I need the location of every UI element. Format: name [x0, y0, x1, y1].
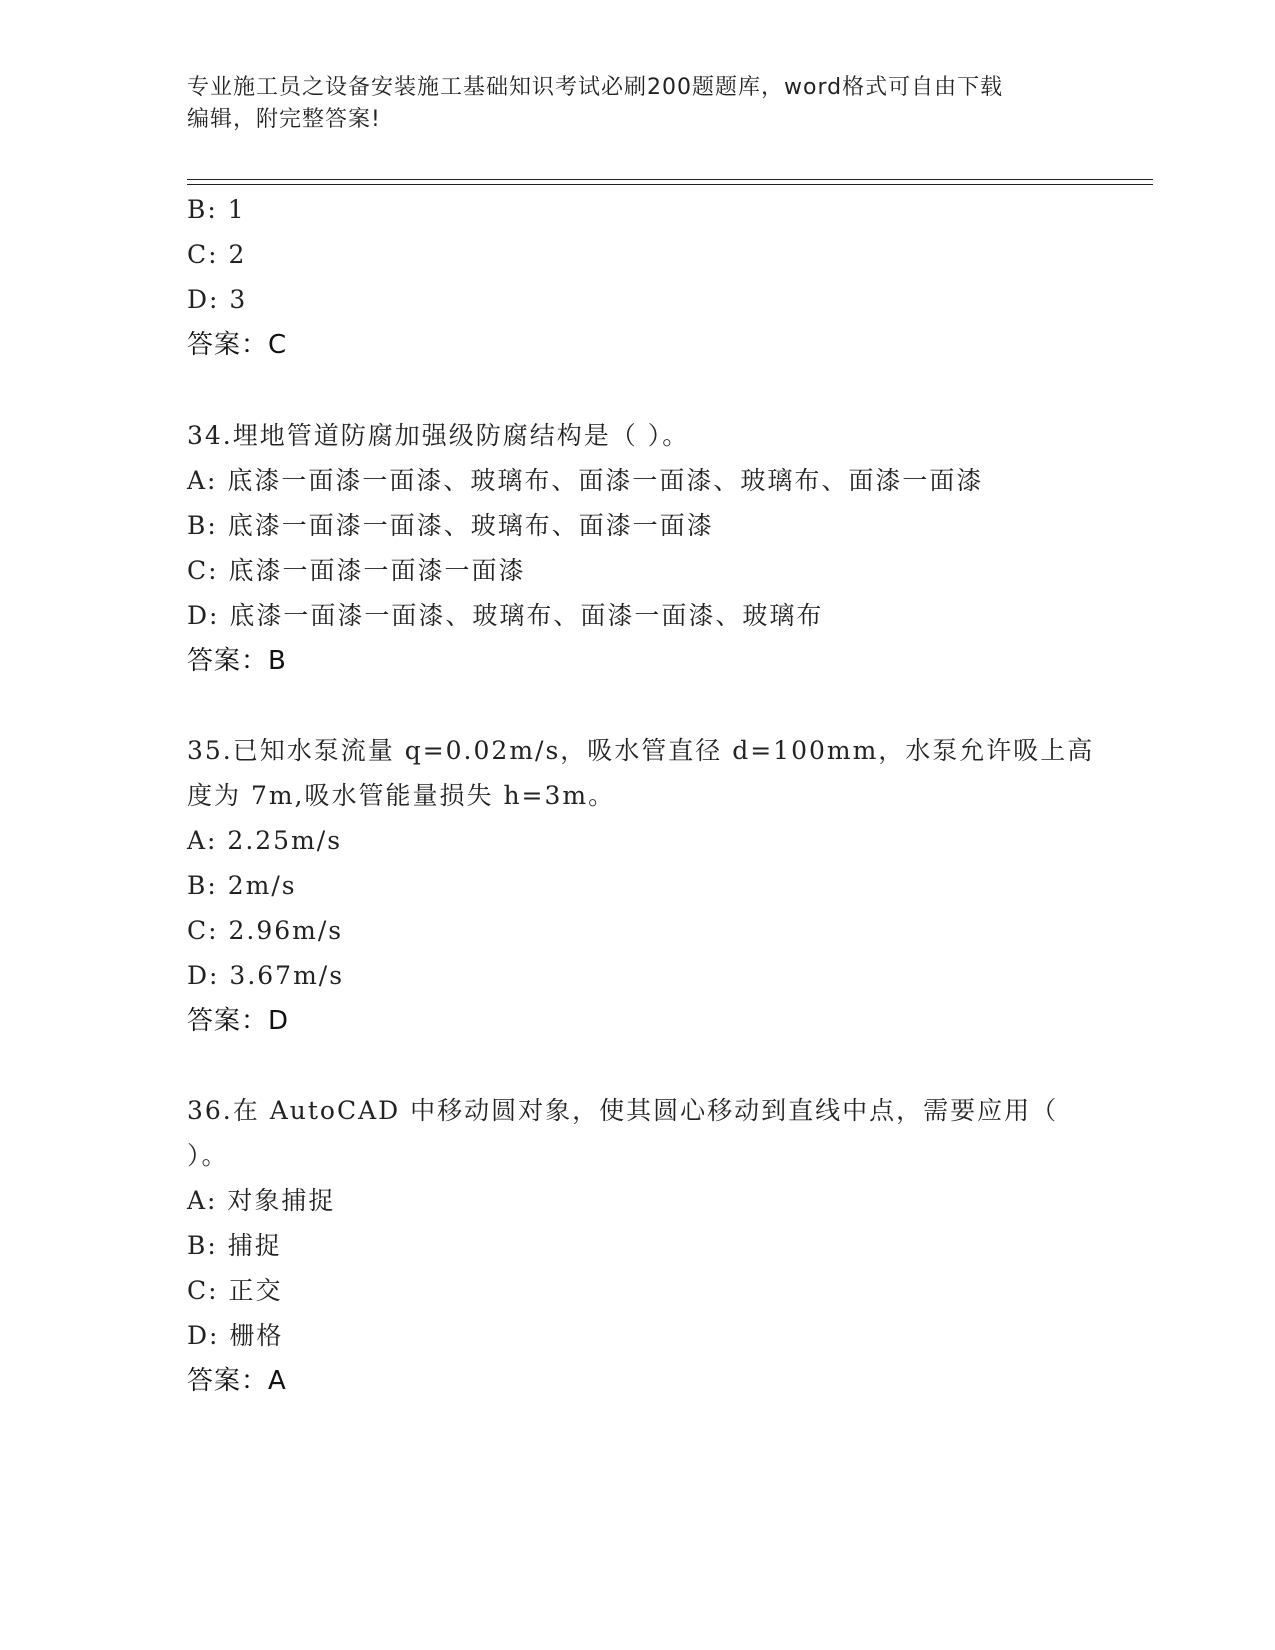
q36-option-d: D: 栅格	[187, 1321, 284, 1350]
q34-option-d: D: 底漆一面漆一面漆、玻璃布、面漆一面漆、玻璃布	[187, 601, 824, 630]
q33-option-b: B: 1	[187, 195, 246, 224]
q36-option-b: B: 捕捉	[187, 1231, 282, 1260]
q35-option-d: D: 3.67m/s	[187, 961, 345, 990]
q36-option-c: C: 正交	[187, 1276, 283, 1305]
q34-stem: 34.埋地管道防腐加强级防腐结构是（ ）。	[187, 421, 690, 450]
header-divider-bottom	[187, 184, 1153, 185]
q36-stem-line1: 36.在 AutoCAD 中移动圆对象，使其圆心移动到直线中点，需要应用（	[187, 1096, 1059, 1125]
q34-answer: 答案：B	[187, 646, 287, 676]
header-title-line1: 专业施工员之设备安装施工基础知识考试必刷200题题库，word格式可自由下载	[187, 75, 1004, 100]
q36-stem-line2: ）。	[187, 1141, 229, 1170]
q35-stem-line1: 35.已知水泵流量 q=0.02m/s，吸水管直径 d=100mm，水泵允许吸上高	[187, 736, 1095, 765]
q36-option-a: A: 对象捕捉	[187, 1186, 336, 1215]
q36-answer: 答案：A	[187, 1366, 287, 1396]
q35-option-a: A: 2.25m/s	[187, 826, 343, 855]
q35-stem-line2: 度为 7m,吸水管能量损失 h=3m。	[187, 781, 616, 810]
q33-answer: 答案：C	[187, 330, 288, 360]
q35-option-c: C: 2.96m/s	[187, 916, 344, 945]
q33-option-d: D: 3	[187, 285, 248, 314]
q34-option-b: B: 底漆一面漆一面漆、玻璃布、面漆一面漆	[187, 511, 714, 540]
q34-option-c: C: 底漆一面漆一面漆一面漆	[187, 556, 526, 585]
q35-option-b: B: 2m/s	[187, 871, 297, 900]
header-divider-top	[187, 179, 1153, 180]
q33-option-c: C: 2	[187, 240, 247, 269]
q34-option-a: A: 底漆一面漆一面漆、玻璃布、面漆一面漆、玻璃布、面漆一面漆	[187, 466, 984, 495]
document-header	[187, 72, 1087, 136]
q35-answer: 答案：D	[187, 1006, 290, 1036]
header-title-line2: 编辑，附完整答案!	[187, 107, 381, 132]
